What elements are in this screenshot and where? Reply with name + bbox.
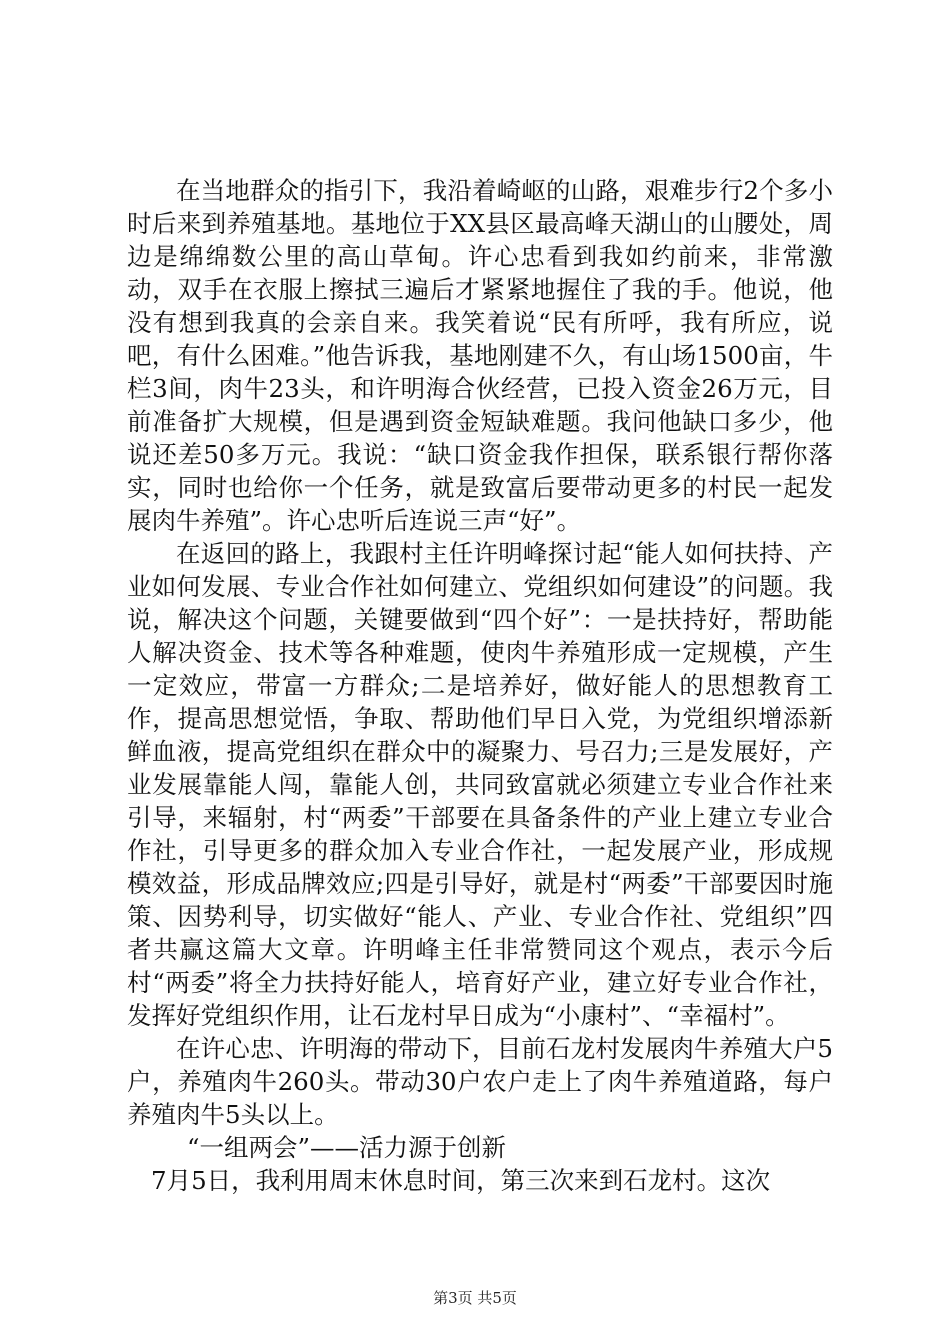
document-body (127, 174, 833, 1197)
paragraph-1: 在当地群众的指引下，我沿着崎岖的山路，艰难步行2个多小时后来到养殖基地。基地位于XX县区最高峰天湖山的山腰处，周边是绵绵数公里的高山草甸。许心忠看到我如约前来，非常激动，双手在衣服上擦拭三遍后才紧紧地握住了我的手。他说，他没有想到我真的会亲自来。我笑着说“民有所呼，我有所应，说吧，有什么困难。”他告诉我，基地刚建不久，有山场1500亩，牛栏3间，肉牛23头，和许明海合伙经营，已投入资金26万元，目前准备扩大规模，但是遇到资金短缺难题。我问他缺口多少，他说还差50多万元。我说：“缺口资金我作担保，联系银行帮你落实，同时也给你一个任务，就是致富后要带动更多的村民一起发展肉牛养殖”。许心忠听后连说三声“好”。 (127, 176, 833, 535)
paragraph-3: 在许心忠、许明海的带动下，目前石龙村发展肉牛养殖大户5户，养殖肉牛260头。带动30户农户走上了肉牛养殖道路，每户养殖肉牛5头以上。 (127, 1034, 833, 1129)
page-footer: 第3页 共5页 (433, 1289, 517, 1307)
paragraph-2: 在返回的路上，我跟村主任许明峰探讨起“能人如何扶持、产业如何发展、专业合作社如何建立、党组织如何建设”的问题。我说，解决这个问题，关键要做到“四个好”：一是扶持好，帮助能人解决资金、技术等各种难题，使肉牛养殖形成一定规模，产生一定效应，带富一方群众;二是培养好，做好能人的思想教育工作，提高思想觉悟，争取、帮助他们早日入党，为党组织增添新鲜血液，提高党组织在群众中的凝聚力、号召力;三是发展好，产业发展靠能人闯，靠能人创，共同致富就必须建立专业合作社来引导，来辐射，村“两委”干部要在具备条件的产业上建立专业合作社，引导更多的群众加入专业合作社，一起发展产业，形成规模效益，形成品牌效应;四是引导好，就是村“两委”干部要因时施策、因势利导，切实做好“能人、产业、专业合作社、党组织”四者共赢这篇大文章。许明峰主任非常赞同这个观点，表示今后村“两委”将全力扶持好能人，培育好产业，建立好专业合作社，发挥好党组织作用，让石龙村早日成为“小康村”、“幸福村”。 (127, 539, 833, 1030)
section-heading: “一组两会”——活力源于创新 (187, 1133, 507, 1162)
paragraph-4: 7月5日，我利用周末休息时间，第三次来到石龙村。这次 (151, 1166, 771, 1195)
